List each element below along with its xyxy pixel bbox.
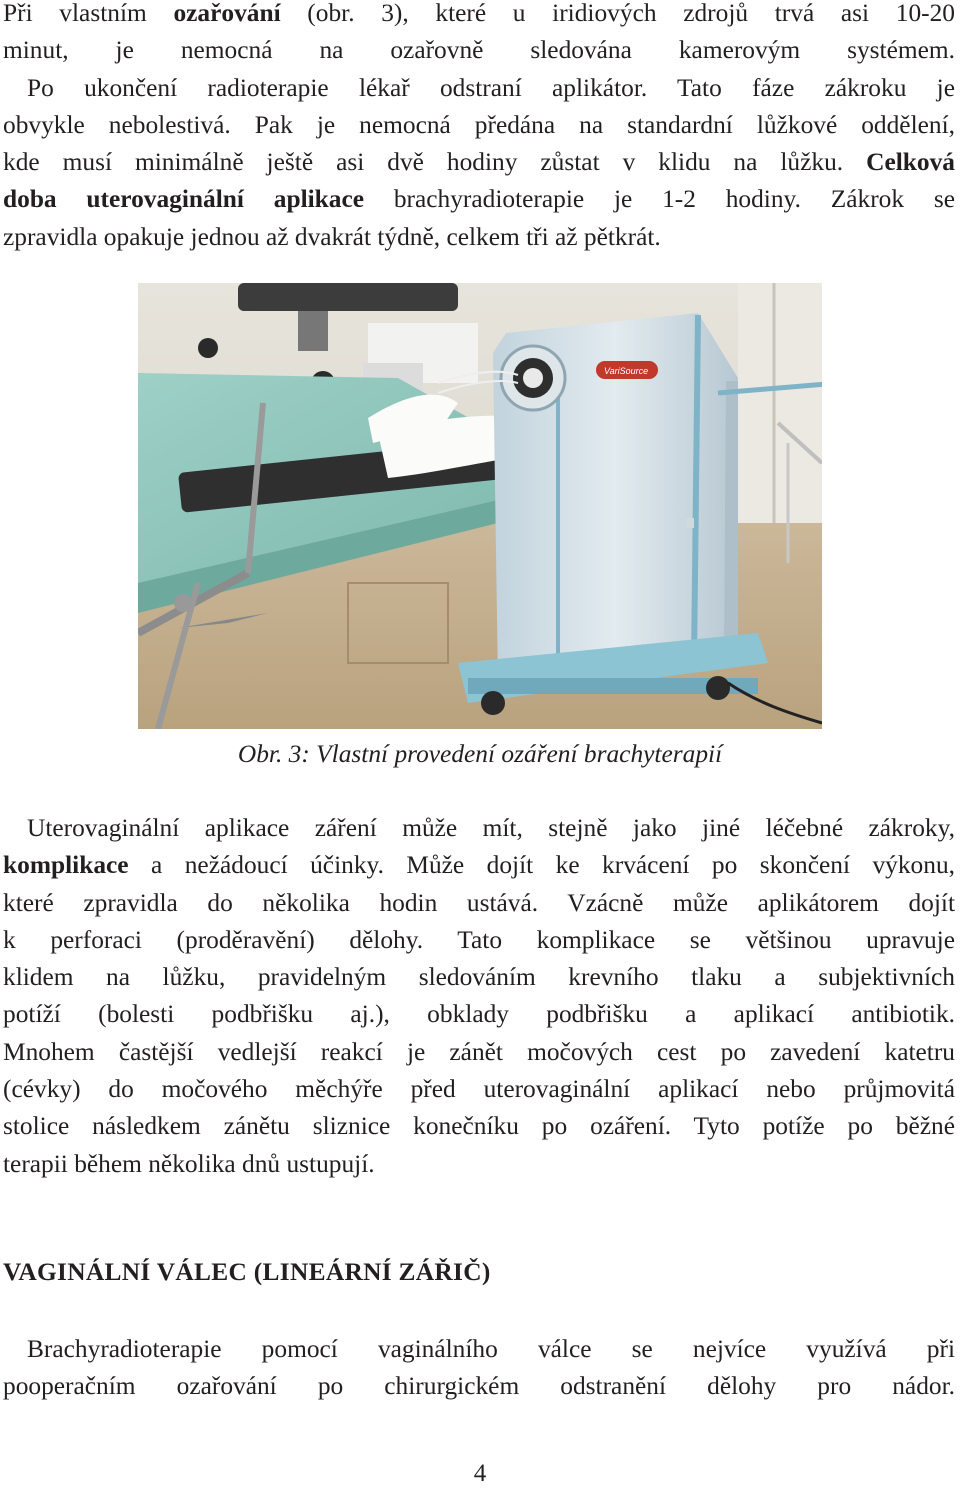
text-line: Uterovaginální aplikace záření může mít, stejně jako jiné léčebné zákroky, — [27, 814, 955, 842]
text-line: terapii během několika dnů ustupují. — [3, 1149, 375, 1178]
page-number: 4 — [473, 1460, 487, 1487]
text-line: potíží (bolesti podbřišku aj.), obklady podbřišku a aplikací antibiotik. — [3, 1000, 955, 1029]
text-line: klidem na lůžku, pravidelným sledováním krevního tlaku a subjektivních — [3, 963, 955, 992]
paragraph-ozarovani — [3, 0, 955, 256]
device-brand-label: VariSource — [604, 366, 649, 376]
bold-term-ozarovani: ozařování — [173, 0, 281, 27]
text-line: Brachyradioterapie pomocí vaginálního válce se nejvíce využívá při — [27, 1335, 955, 1363]
bold-term-doba: doba uterovaginální aplikace — [3, 185, 365, 214]
section-heading: VAGINÁLNÍ VÁLEC (LINEÁRNÍ ZÁŘIČ) — [3, 1258, 491, 1286]
text-line: minut, je nemocná na ozařovně sledována kamerovým systémem. — [3, 36, 955, 65]
text-line: Při vlastním ozařování (obr. 3), které u iridiových zdrojů trvá asi 10-20 — [3, 0, 956, 27]
text-line: (cévky) do močového měchýře před uterovaginální aplikací nebo průjmovitá — [3, 1075, 955, 1104]
text-line: které zpravidla do několika hodin ustává. Vzácně může aplikátorem dojít — [3, 888, 955, 917]
text-line: komplikace a nežádoucí účinky. Může dojít ke krvácení po skončení výkonu, — [3, 851, 955, 880]
text-line: obvykle nebolestivá. Pak je nemocná předána na standardní lůžkové oddělení, — [3, 110, 955, 139]
paragraph-komplikace — [3, 810, 955, 1183]
text-line: kde musí minimálně ještě asi dvě hodiny zůstat v klidu na lůžku. Celková — [3, 148, 955, 177]
brachytherapy-photo — [138, 283, 822, 729]
text-line: doba uterovaginální aplikace brachyradioterapie je 1-2 hodiny. Zákrok se — [3, 185, 955, 214]
text-line: k perforaci (proděravění) dělohy. Tato komplikace se většinou upravuje — [3, 925, 955, 954]
text-line: stolice následkem zánětu sliznice konečníku po ozáření. Tyto potíže po běžné — [3, 1112, 955, 1141]
bold-term-komplikace: komplikace — [3, 851, 129, 880]
text-line: pooperačním ozařování po chirurgickém odstranění dělohy pro nádor. — [3, 1372, 955, 1401]
text-line: Po ukončení radioterapie lékař odstraní aplikátor. Tato fáze zákroku je — [27, 73, 955, 102]
text-line: Mnohem častější vedlejší reakcí je zánět močových cest po zavedení katetru — [3, 1037, 955, 1066]
text-line: zpravidla opakuje jednou až dvakrát týdně, celkem tři až pětkrát. — [3, 222, 661, 251]
bold-term-celkova: Celková — [866, 148, 955, 177]
figure-caption: Obr. 3: Vlastní provedení ozáření brachyterapií — [237, 740, 723, 768]
paragraph-vaginalni-valec — [3, 1331, 955, 1406]
